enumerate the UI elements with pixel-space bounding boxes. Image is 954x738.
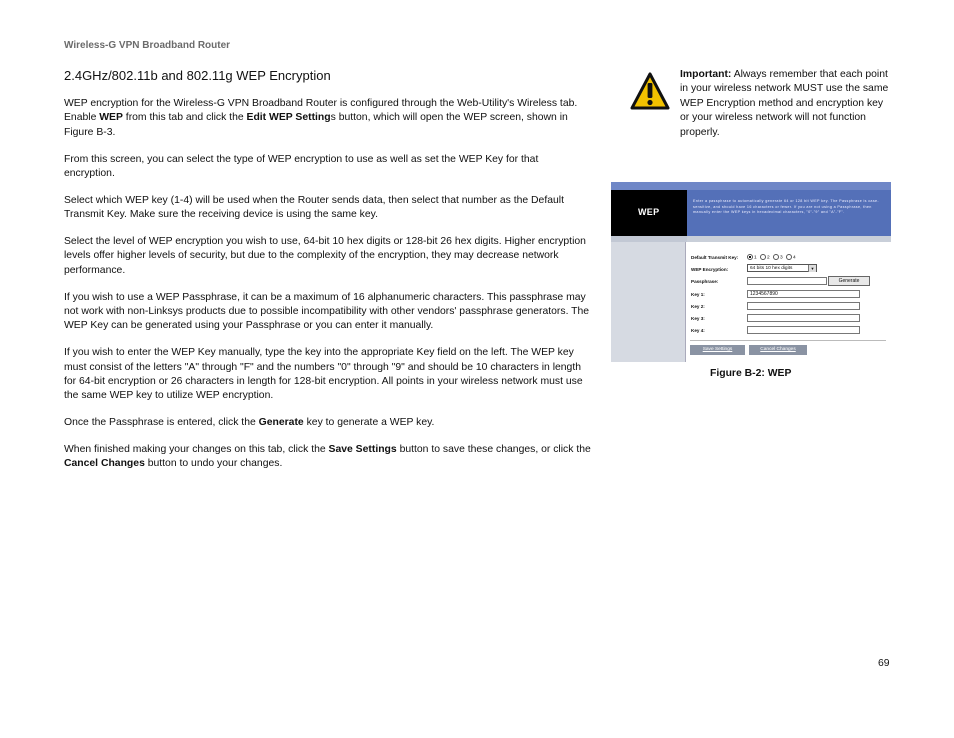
page-number: 69	[878, 658, 890, 669]
chevron-down-icon: ▼	[808, 265, 816, 272]
label-default-transmit-key: Default Transmit Key:	[691, 255, 739, 260]
paragraph-2: From this screen, you can select the type of WEP encryption to use as well as set the WEP Key for that encryption.	[64, 153, 539, 180]
passphrase-input[interactable]	[747, 277, 827, 285]
section-title: 2.4GHz/802.11b and 802.11g WEP Encryption	[64, 68, 331, 83]
text-run: from this tab and click the	[122, 112, 247, 124]
key-3-input[interactable]	[747, 314, 860, 322]
warning-triangle-icon	[630, 72, 670, 110]
figure-help-panel	[687, 190, 891, 236]
text-run: WEP encryption for the Wireless-G VPN Broadband Router is configured through the Web-Utility's Wireless tab. Enable	[64, 98, 578, 124]
label-key-2: Key 2:	[691, 304, 705, 309]
form-divider	[690, 340, 886, 341]
wep-screen-figure	[611, 182, 891, 362]
figure-caption: Figure B-2: WEP	[710, 368, 792, 379]
figure-help-text: Enter a passphrase to automatically generate 64 or 128 bit WEP key. The Passphrase is case-sensitive, and should have 16 characters or fewer. If you are not using a Passphrase, then manually enter the WEP keys in hexadecimal characters, "0"-"9" and "A"-"F".	[693, 199, 879, 215]
radio-key-3[interactable]	[773, 254, 779, 260]
key-1-input[interactable]: 1234567890	[747, 290, 860, 298]
figure-left-panel	[611, 236, 687, 362]
paragraph-1	[64, 97, 592, 140]
wep-form	[685, 242, 891, 362]
save-settings-button[interactable]: Save Settings	[690, 345, 745, 355]
note-label: Important:	[680, 69, 732, 80]
label-key-1: Key 1:	[691, 292, 705, 297]
text-run: Once the Passphrase is entered, click the	[64, 417, 259, 429]
bold-term-wep: WEP	[99, 112, 123, 124]
radio-label: 3	[780, 255, 783, 261]
text-run: When finished making your changes on this tab, click the	[64, 444, 329, 456]
text-run: button to save these changes, or click the	[396, 444, 591, 456]
wep-encryption-select[interactable]	[747, 264, 817, 272]
radio-key-2[interactable]	[760, 254, 766, 260]
generate-button[interactable]: Generate	[828, 276, 870, 286]
paragraph-4: Select the level of WEP encryption you wish to use, 64-bit 10 hex digits or 128-bit 26 hex digits. Higher encryption levels offer higher levels of security, but due to the complexity of the encryption, they may decrease network performance.	[64, 236, 586, 276]
label-key-4: Key 4:	[691, 328, 705, 333]
label-wep-encryption: WEP Encryption:	[691, 267, 729, 272]
transmit-key-radio-group	[745, 254, 796, 260]
label-key-3: Key 3:	[691, 316, 705, 321]
radio-label: 4	[793, 255, 796, 261]
text-run: s button, which will open the WEP screen, shown in Figure B-3.	[64, 112, 568, 138]
radio-key-1[interactable]	[747, 254, 753, 260]
figure-tab-title: WEP	[638, 207, 660, 217]
bold-term-edit-wep-setting: Edit WEP Setting	[246, 112, 331, 124]
paragraph-6: If you wish to enter the WEP Key manually, type the key into the appropriate Key field on the left. The WEP key must consist of the letters "A" through "F" and the numbers "0" through "9" and should be 10 characters in length for 64-bit encryption or 26 characters in length for 128-bit encryption. All points in your wireless network must use the same WEP key to utilize WEP encryption.	[64, 347, 583, 402]
radio-key-4[interactable]	[786, 254, 792, 260]
note-text: Always remember that each point in your wireless network MUST use the same WEP Encryption method and encryption key or your wireless network will not function properly.	[680, 69, 889, 138]
running-header: Wireless-G VPN Broadband Router	[64, 40, 231, 51]
key-2-input[interactable]	[747, 302, 860, 310]
figure-left-bar	[611, 236, 687, 242]
bold-term-generate: Generate	[258, 417, 304, 429]
cancel-changes-button[interactable]: Cancel Changes	[749, 345, 807, 355]
bold-term-cancel-changes: Cancel Changes	[64, 458, 145, 470]
figure-tab-panel	[611, 190, 687, 236]
label-passphrase: Passphrase:	[691, 279, 719, 284]
figure-top-bar	[611, 182, 891, 190]
paragraph-8	[64, 443, 592, 472]
paragraph-5: If you wish to use a WEP Passphrase, it can be a maximum of 16 alphanumeric characters. This passphrase may not work with non-Linksys products due to possible incompatibility with other vendors' passphrase generators. The WEP Key can be generated using your Passphrase or you can enter it manually.	[64, 291, 590, 332]
text-run: button to undo your changes.	[144, 458, 283, 470]
body-text	[64, 97, 592, 484]
text-run: key to generate a WEP key.	[303, 417, 435, 429]
important-note	[680, 68, 894, 140]
paragraph-3: Select which WEP key (1-4) will be used when the Router sends data, then select that number as the Default Transmit Key. Make sure the receiving device is using the same key.	[64, 194, 564, 221]
select-value: 64 bits 10 hex digits	[750, 266, 793, 271]
radio-label: 2	[767, 255, 770, 261]
paragraph-7	[64, 416, 592, 430]
radio-label: 1	[754, 255, 757, 261]
key-4-input[interactable]	[747, 326, 860, 334]
bold-term-save-settings: Save Settings	[328, 444, 397, 456]
